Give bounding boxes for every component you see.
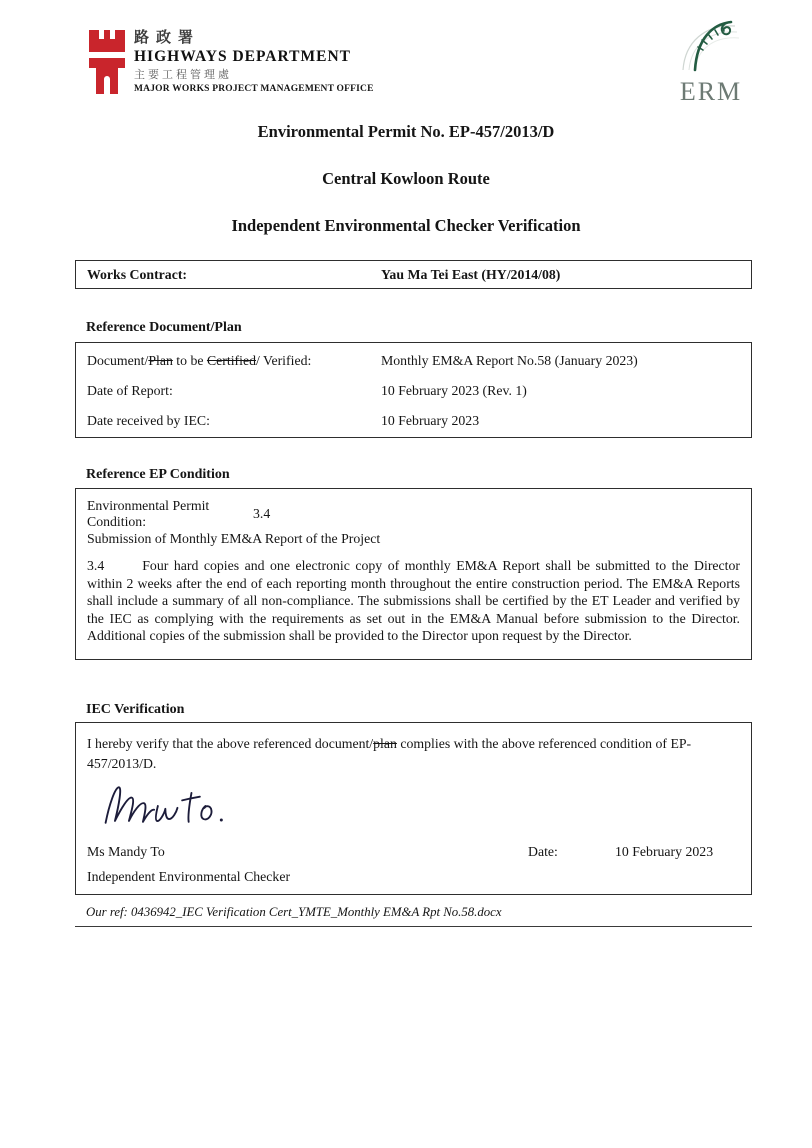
ep-condition-value: 3.4 bbox=[253, 506, 271, 521]
footer-reference: Our ref: 0436942_IEC Verification Cert_YMTE_Monthly EM&A Rpt No.58.docx bbox=[86, 905, 502, 919]
row-label: Date of Report: bbox=[87, 383, 173, 398]
date-value: 10 February 2023 bbox=[615, 844, 714, 859]
ep-clause-text: Four hard copies and one electronic copy of monthly EM&A Report shall be submitted to the Director within 2 weeks after the end of each reporting month throughout the entire construction period. The EM&A Reports shall include a summary of all non-compliance. The submissions shall be certified by the ET Leader and verified by the IEC as complying with the requirements as set out in the EM&A Manual before submission to the Director. Additional copies of the submission shall be provided to the Director upon request by the Director. bbox=[87, 558, 740, 644]
route-title: Central Kowloon Route bbox=[322, 169, 490, 188]
works-contract-value: Yau Ma Tei East (HY/2014/08) bbox=[381, 266, 561, 282]
row-value: 10 February 2023 bbox=[381, 413, 480, 428]
dept-name-cn: 路政署 bbox=[134, 30, 201, 46]
iec-statement: I hereby verify that the above referenced document/plan complies with the above referenced condition of EP-457/2013/D. bbox=[87, 736, 692, 771]
erm-wordmark: ERM bbox=[679, 77, 743, 106]
ep-condition-label: Environmental Permit Condition: bbox=[87, 498, 210, 529]
document-value: Monthly EM&A Report No.58 (January 2023) bbox=[381, 353, 638, 368]
ep-condition-heading: Reference EP Condition bbox=[86, 467, 230, 482]
signature-image bbox=[87, 778, 740, 834]
table-row-document bbox=[87, 346, 740, 376]
document-label: Document/Plan to be Certified/ Verified: bbox=[87, 353, 312, 368]
office-name-en: MAJOR WORKS PROJECT MANAGEMENT OFFICE bbox=[134, 83, 374, 94]
table-row-date-of-report bbox=[87, 376, 740, 406]
table-row-date-received bbox=[87, 406, 740, 436]
iec-heading: IEC Verification bbox=[86, 702, 185, 717]
iec-verification-box bbox=[75, 722, 752, 895]
struck-word-plan: Plan bbox=[148, 353, 173, 368]
highways-department-logo-icon bbox=[88, 30, 126, 94]
ep-condition-row bbox=[87, 498, 740, 529]
dept-name-en: HIGHWAYS DEPARTMENT bbox=[134, 48, 351, 65]
signatory-title: Independent Environmental Checker bbox=[87, 869, 291, 884]
ep-clause-number: 3.4 bbox=[87, 558, 105, 573]
works-contract-label: Works Contract: bbox=[87, 266, 188, 282]
ep-submission-line: Submission of Monthly EM&A Report of the Project bbox=[87, 531, 381, 546]
erm-logo bbox=[676, 16, 746, 107]
struck-word-plan-2: plan bbox=[373, 736, 397, 751]
ep-clause bbox=[87, 557, 740, 645]
signatory-row bbox=[87, 844, 740, 865]
footer-divider bbox=[75, 926, 752, 927]
ep-condition-box bbox=[75, 488, 752, 660]
reference-document-table bbox=[75, 342, 752, 438]
permit-title: Environmental Permit No. EP-457/2013/D bbox=[257, 122, 555, 141]
date-label: Date: bbox=[528, 844, 558, 859]
department-header-text bbox=[134, 31, 374, 94]
works-contract-box bbox=[75, 260, 752, 289]
row-value: 10 February 2023 (Rev. 1) bbox=[381, 383, 527, 398]
reference-document-heading: Reference Document/Plan bbox=[86, 320, 242, 335]
office-name-cn: 主要工程管理處 bbox=[134, 68, 232, 81]
verification-title: Independent Environmental Checker Verification bbox=[231, 216, 581, 235]
row-label: Date received by IEC: bbox=[87, 413, 210, 428]
struck-word-certified: Certified bbox=[206, 353, 256, 368]
signatory-name: Ms Mandy To bbox=[87, 844, 165, 859]
erm-fern-icon bbox=[679, 16, 743, 72]
